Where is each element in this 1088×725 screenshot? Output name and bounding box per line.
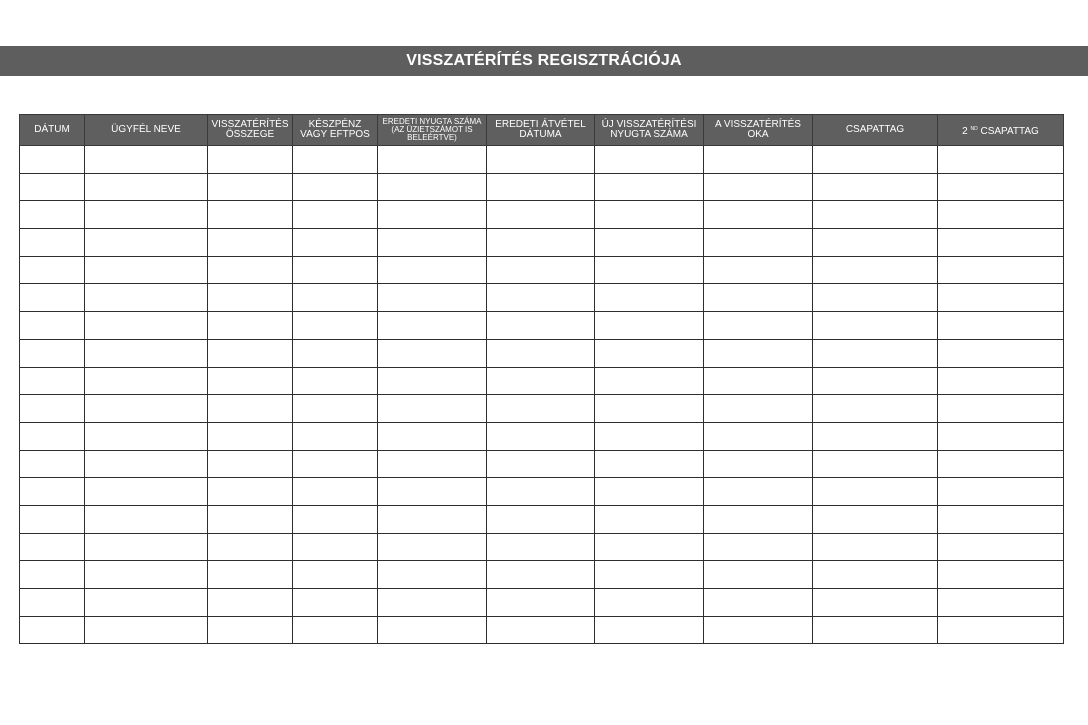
table-cell[interactable] <box>595 339 704 367</box>
table-cell[interactable] <box>487 533 595 561</box>
table-cell[interactable] <box>378 422 487 450</box>
table-cell[interactable] <box>938 256 1064 284</box>
table-row <box>20 256 1064 284</box>
table-row <box>20 173 1064 201</box>
table-cell[interactable] <box>938 229 1064 257</box>
table-cell[interactable] <box>85 505 208 533</box>
column-header-refund-amount: VISSZATÉRÍTÉS ÖSSZEGE <box>208 115 293 146</box>
table-cell[interactable] <box>704 395 813 423</box>
table-cell[interactable] <box>487 561 595 589</box>
table-cell[interactable] <box>704 533 813 561</box>
table-cell[interactable] <box>704 201 813 229</box>
column-header-original-receipt-number: EREDETI NYUGTA SZÁMA (AZ ÜZIETSZÁMOT IS BELEÉRTVE) <box>378 115 487 146</box>
table-row <box>20 284 1064 312</box>
table-row <box>20 450 1064 478</box>
table-cell[interactable] <box>938 146 1064 174</box>
table-row <box>20 395 1064 423</box>
table-cell[interactable] <box>595 589 704 617</box>
table-cell[interactable] <box>378 478 487 506</box>
table-cell[interactable] <box>208 561 293 589</box>
table-row <box>20 533 1064 561</box>
table-cell[interactable] <box>20 533 85 561</box>
column-header-original-receipt-date: EREDETI ÁTVÉTEL DÁTUMA <box>487 115 595 146</box>
table-cell[interactable] <box>938 395 1064 423</box>
table-cell[interactable] <box>487 395 595 423</box>
table-cell[interactable] <box>595 533 704 561</box>
table-cell[interactable] <box>595 312 704 340</box>
table-cell[interactable] <box>595 395 704 423</box>
table-cell[interactable] <box>208 229 293 257</box>
table-cell[interactable] <box>293 561 378 589</box>
table-cell[interactable] <box>487 173 595 201</box>
table-cell[interactable] <box>85 256 208 284</box>
table-cell[interactable] <box>20 201 85 229</box>
table-row <box>20 589 1064 617</box>
table-cell[interactable] <box>813 173 938 201</box>
table-row <box>20 478 1064 506</box>
table-cell[interactable] <box>704 367 813 395</box>
table-cell[interactable] <box>20 312 85 340</box>
table-cell[interactable] <box>813 450 938 478</box>
table-cell[interactable] <box>20 561 85 589</box>
table-cell[interactable] <box>85 312 208 340</box>
column-header-team-member: CSAPATTAG <box>813 115 938 146</box>
table-cell[interactable] <box>378 312 487 340</box>
page-title: VISSZATÉRÍTÉS REGISZTRÁCIÓJA <box>0 46 1088 76</box>
table-cell[interactable] <box>378 589 487 617</box>
table-cell[interactable] <box>293 173 378 201</box>
table-cell[interactable] <box>595 367 704 395</box>
table-row <box>20 561 1064 589</box>
table-cell[interactable] <box>813 284 938 312</box>
table-cell[interactable] <box>813 339 938 367</box>
table-cell[interactable] <box>378 229 487 257</box>
table-row <box>20 505 1064 533</box>
column-header-second-team-member <box>938 115 1064 146</box>
table-cell[interactable] <box>813 367 938 395</box>
table-cell[interactable] <box>813 395 938 423</box>
table-cell[interactable] <box>293 367 378 395</box>
table-row <box>20 146 1064 174</box>
table-cell[interactable] <box>487 201 595 229</box>
table-cell[interactable] <box>704 561 813 589</box>
table-cell[interactable] <box>595 284 704 312</box>
table-cell[interactable] <box>20 146 85 174</box>
table-cell[interactable] <box>704 146 813 174</box>
table-cell[interactable] <box>208 284 293 312</box>
second-prefix: 2 <box>962 125 968 137</box>
table-cell[interactable] <box>704 312 813 340</box>
table-cell[interactable] <box>20 395 85 423</box>
table-cell[interactable] <box>378 367 487 395</box>
table-cell[interactable] <box>293 589 378 617</box>
table-cell[interactable] <box>293 201 378 229</box>
table-row <box>20 339 1064 367</box>
table-cell[interactable] <box>704 173 813 201</box>
table-row <box>20 367 1064 395</box>
column-header-date: DÁTUM <box>20 115 85 146</box>
table-cell[interactable] <box>293 422 378 450</box>
table-cell[interactable] <box>378 256 487 284</box>
table-cell[interactable] <box>293 339 378 367</box>
table-cell[interactable] <box>293 256 378 284</box>
table-cell[interactable] <box>704 339 813 367</box>
table-cell[interactable] <box>704 616 813 644</box>
table-cell[interactable] <box>208 339 293 367</box>
table-header-row <box>20 115 1064 146</box>
table-cell[interactable] <box>85 173 208 201</box>
table-cell[interactable] <box>595 173 704 201</box>
table-row <box>20 616 1064 644</box>
table-cell[interactable] <box>293 616 378 644</box>
table-cell[interactable] <box>938 533 1064 561</box>
table-cell[interactable] <box>208 367 293 395</box>
table-cell[interactable] <box>20 589 85 617</box>
table-cell[interactable] <box>208 173 293 201</box>
table-cell[interactable] <box>487 367 595 395</box>
table-cell[interactable] <box>293 533 378 561</box>
table-cell[interactable] <box>293 146 378 174</box>
table-cell[interactable] <box>20 284 85 312</box>
table-cell[interactable] <box>595 478 704 506</box>
table-cell[interactable] <box>85 201 208 229</box>
table-cell[interactable] <box>85 284 208 312</box>
table-cell[interactable] <box>20 616 85 644</box>
table-cell[interactable] <box>208 422 293 450</box>
table-row <box>20 201 1064 229</box>
table-cell[interactable] <box>20 505 85 533</box>
table-cell[interactable] <box>487 589 595 617</box>
table-cell[interactable] <box>813 561 938 589</box>
table-cell[interactable] <box>208 589 293 617</box>
table-cell[interactable] <box>378 201 487 229</box>
table-cell[interactable] <box>378 395 487 423</box>
table-cell[interactable] <box>85 395 208 423</box>
table-cell[interactable] <box>938 561 1064 589</box>
table-cell[interactable] <box>293 284 378 312</box>
table-row <box>20 229 1064 257</box>
table-cell[interactable] <box>704 589 813 617</box>
table-cell[interactable] <box>85 367 208 395</box>
table-cell[interactable] <box>85 229 208 257</box>
table-cell[interactable] <box>938 589 1064 617</box>
table-cell[interactable] <box>595 229 704 257</box>
table-cell[interactable] <box>20 478 85 506</box>
table-cell[interactable] <box>813 616 938 644</box>
table-cell[interactable] <box>595 256 704 284</box>
table-cell[interactable] <box>704 450 813 478</box>
column-header-customer-name: ÜGYFÉL NEVE <box>85 115 208 146</box>
table-cell[interactable] <box>813 422 938 450</box>
table-cell[interactable] <box>20 256 85 284</box>
table-cell[interactable] <box>813 589 938 617</box>
table-cell[interactable] <box>704 478 813 506</box>
table-cell[interactable] <box>293 229 378 257</box>
table-cell[interactable] <box>85 533 208 561</box>
table-cell[interactable] <box>208 616 293 644</box>
table-cell[interactable] <box>85 450 208 478</box>
table-cell[interactable] <box>378 533 487 561</box>
table-cell[interactable] <box>595 616 704 644</box>
table-cell[interactable] <box>813 201 938 229</box>
table-body <box>20 146 1064 644</box>
refund-register-table <box>19 114 1064 644</box>
table-cell[interactable] <box>20 422 85 450</box>
table-cell[interactable] <box>85 561 208 589</box>
table-cell[interactable] <box>85 422 208 450</box>
table-cell[interactable] <box>813 533 938 561</box>
table-cell[interactable] <box>378 561 487 589</box>
table-cell[interactable] <box>20 229 85 257</box>
table-cell[interactable] <box>595 146 704 174</box>
table-cell[interactable] <box>85 616 208 644</box>
table-cell[interactable] <box>378 616 487 644</box>
table-cell[interactable] <box>704 256 813 284</box>
table-cell[interactable] <box>487 450 595 478</box>
table-cell[interactable] <box>293 395 378 423</box>
table-cell[interactable] <box>704 422 813 450</box>
table-cell[interactable] <box>595 450 704 478</box>
column-header-refund-reason: A VISSZATÉRÍTÉS OKA <box>704 115 813 146</box>
table-cell[interactable] <box>938 450 1064 478</box>
table-cell[interactable] <box>938 312 1064 340</box>
table-cell[interactable] <box>378 339 487 367</box>
table-cell[interactable] <box>208 146 293 174</box>
table-cell[interactable] <box>208 201 293 229</box>
table-cell[interactable] <box>378 284 487 312</box>
table-cell[interactable] <box>208 505 293 533</box>
table-cell[interactable] <box>20 367 85 395</box>
table-cell[interactable] <box>938 173 1064 201</box>
table-cell[interactable] <box>813 478 938 506</box>
table-cell[interactable] <box>487 616 595 644</box>
table-cell[interactable] <box>813 312 938 340</box>
table-cell[interactable] <box>487 312 595 340</box>
table-cell[interactable] <box>813 146 938 174</box>
table-cell[interactable] <box>85 146 208 174</box>
table-cell[interactable] <box>20 450 85 478</box>
table-row <box>20 422 1064 450</box>
table-cell[interactable] <box>293 450 378 478</box>
table-cell[interactable] <box>704 284 813 312</box>
column-header-new-refund-receipt-number: ÚJ VISSZATÉRÍTÉSI NYUGTA SZÁMA <box>595 115 704 146</box>
table-cell[interactable] <box>595 422 704 450</box>
table-cell[interactable] <box>85 589 208 617</box>
table-cell[interactable] <box>813 256 938 284</box>
table-cell[interactable] <box>595 201 704 229</box>
table-cell[interactable] <box>208 395 293 423</box>
table-cell[interactable] <box>938 201 1064 229</box>
table-cell[interactable] <box>20 339 85 367</box>
table-cell[interactable] <box>293 505 378 533</box>
table-cell[interactable] <box>595 561 704 589</box>
table-cell[interactable] <box>487 146 595 174</box>
table-cell[interactable] <box>378 450 487 478</box>
table-cell[interactable] <box>487 505 595 533</box>
table-cell[interactable] <box>378 173 487 201</box>
table-cell[interactable] <box>704 505 813 533</box>
table-cell[interactable] <box>208 533 293 561</box>
table-cell[interactable] <box>487 284 595 312</box>
table-cell[interactable] <box>293 478 378 506</box>
table-cell[interactable] <box>704 229 813 257</box>
table-cell[interactable] <box>487 339 595 367</box>
table-cell[interactable] <box>813 229 938 257</box>
table-cell[interactable] <box>487 478 595 506</box>
table-cell[interactable] <box>938 367 1064 395</box>
table-cell[interactable] <box>938 422 1064 450</box>
table-cell[interactable] <box>487 229 595 257</box>
column-header-payment-method: KÉSZPÉNZ VAGY EFTPOS <box>293 115 378 146</box>
table-cell[interactable] <box>378 505 487 533</box>
table-cell[interactable] <box>487 256 595 284</box>
table-cell[interactable] <box>293 312 378 340</box>
table-cell[interactable] <box>938 616 1064 644</box>
table-cell[interactable] <box>938 478 1064 506</box>
table-cell[interactable] <box>208 450 293 478</box>
table-cell[interactable] <box>208 478 293 506</box>
table-cell[interactable] <box>208 312 293 340</box>
table-cell[interactable] <box>938 339 1064 367</box>
table-cell[interactable] <box>208 256 293 284</box>
table-cell[interactable] <box>487 422 595 450</box>
table-row <box>20 312 1064 340</box>
table-cell[interactable] <box>938 505 1064 533</box>
table-cell[interactable] <box>595 505 704 533</box>
table-cell[interactable] <box>85 478 208 506</box>
table-cell[interactable] <box>813 505 938 533</box>
table-cell[interactable] <box>938 284 1064 312</box>
second-suffix-sup: ND <box>970 125 978 132</box>
second-label: CSAPATTAG <box>980 125 1039 137</box>
table-cell[interactable] <box>378 146 487 174</box>
table-cell[interactable] <box>85 339 208 367</box>
table-cell[interactable] <box>20 173 85 201</box>
